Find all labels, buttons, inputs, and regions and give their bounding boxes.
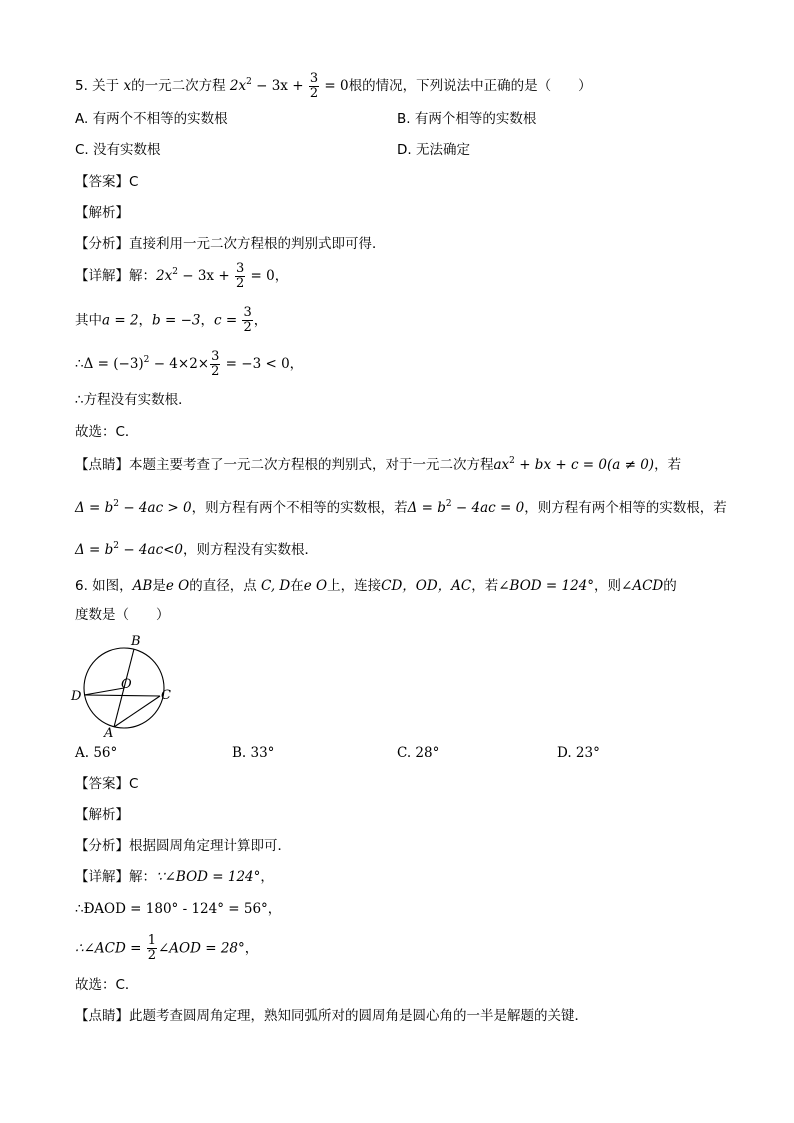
q5-dianjing-line3: $\Delta = b^2 - 4ac<0$，则方程没有实数根． xyxy=(75,541,319,558)
q6-dianjing: 【点睛】此题考查圆周角定理，熟知同弧所对的圆周角是圆心角的一半是解题的关键． xyxy=(75,1008,588,1024)
q6-stem-line2: 度数是（ ） xyxy=(75,607,170,623)
q5-option-a: A. 有两个不相等的实数根 xyxy=(75,111,228,127)
q5-dianjing-line2: $\Delta = b^2 - 4ac > 0$，则方程有两个不相等的实数根，若$\Delta = b^2 - 4ac = 0$，则方程有两个相等的实数根，若 xyxy=(75,499,727,516)
label-a: A xyxy=(104,726,114,739)
segment-od xyxy=(84,688,124,695)
segment-cd xyxy=(84,695,160,696)
q6-option-b: B. 33° xyxy=(232,745,275,761)
q6-fenxi: 【分析】根据圆周角定理计算即可． xyxy=(75,838,291,854)
q5-analysis-title: 【解析】 xyxy=(75,205,129,221)
q6-option-c: C. 28° xyxy=(397,745,440,761)
fraction-three-halves: $\frac{3}{2}$ xyxy=(235,261,245,291)
q5-choose: 故选：C． xyxy=(75,424,139,440)
var-x: x xyxy=(123,78,132,94)
label-c: C xyxy=(161,688,171,703)
q5-dianjing-line1: 【点睛】本题主要考查了一元二次方程根的判别式，对于一元二次方程$ax^2$ + bx + c = 0(a ≠ 0)，若 xyxy=(75,456,682,473)
q6-analysis-title: 【解析】 xyxy=(75,807,129,823)
q5-coefficients: 其中a = 2，b = −3，c = $\frac{3}{2}$ ， xyxy=(75,305,268,335)
q5-option-b: B. 有两个相等的实数根 xyxy=(397,111,537,127)
q5-option-d: D. 无法确定 xyxy=(397,142,470,158)
q5-answer: 【答案】C xyxy=(75,174,139,190)
q6-stem-line1: 6. 如图，AB是e O的直径，点 C, D在e O上，连接CD，OD，AC，若∠BOD = 124°，则∠ACD的 xyxy=(75,578,677,594)
q5-stem: 5. 关于 x的一元二次方程 $2x^2 - 3x$ + $\frac{3}{2}$ = 0根的情况，下列说法中正确的是（ ） xyxy=(75,71,592,101)
fraction-one-half: $\frac{1}{2}$ xyxy=(147,933,156,963)
q5-detail: 【详解】解：$2x^2 - 3x$ + $\frac{3}{2}$ = 0， xyxy=(75,261,289,291)
fraction-three-halves: $\frac{3}{2}$ xyxy=(309,71,319,101)
q6-option-a: A. 56° xyxy=(75,745,118,761)
circle-diagram xyxy=(68,633,178,739)
q5-conclusion: ∴方程没有实数根． xyxy=(75,392,192,408)
label-b: B xyxy=(131,634,141,649)
q5-equation: $2x^2 - 3x$ + $\frac{3}{2}$ = 0 xyxy=(229,71,349,101)
label-o: O xyxy=(121,677,132,692)
q6-choose: 故选：C． xyxy=(75,977,139,993)
q6-answer: 【答案】C xyxy=(75,776,139,792)
q5-option-c: C. 没有实数根 xyxy=(75,142,161,158)
q6-detail1: 【详解】解：∵∠BOD = 124°， xyxy=(75,869,274,885)
q5-discriminant: ∴Δ = $(-3)^2 - 4\times 2\times$ $\frac{3}{2}$ = −3 < 0， xyxy=(75,349,304,379)
label-d: D xyxy=(71,689,82,704)
q5-fenxi: 【分析】直接利用一元二次方程根的判别式即可得． xyxy=(75,236,386,252)
q6-detail2: ∴ÐAOD = 180° - 124° = 56°， xyxy=(75,901,282,917)
q6-option-d: D. 23° xyxy=(557,745,600,761)
q6-detail3: ∴∠ACD = $\frac{1}{2}$ ∠AOD = 28°， xyxy=(75,933,259,963)
